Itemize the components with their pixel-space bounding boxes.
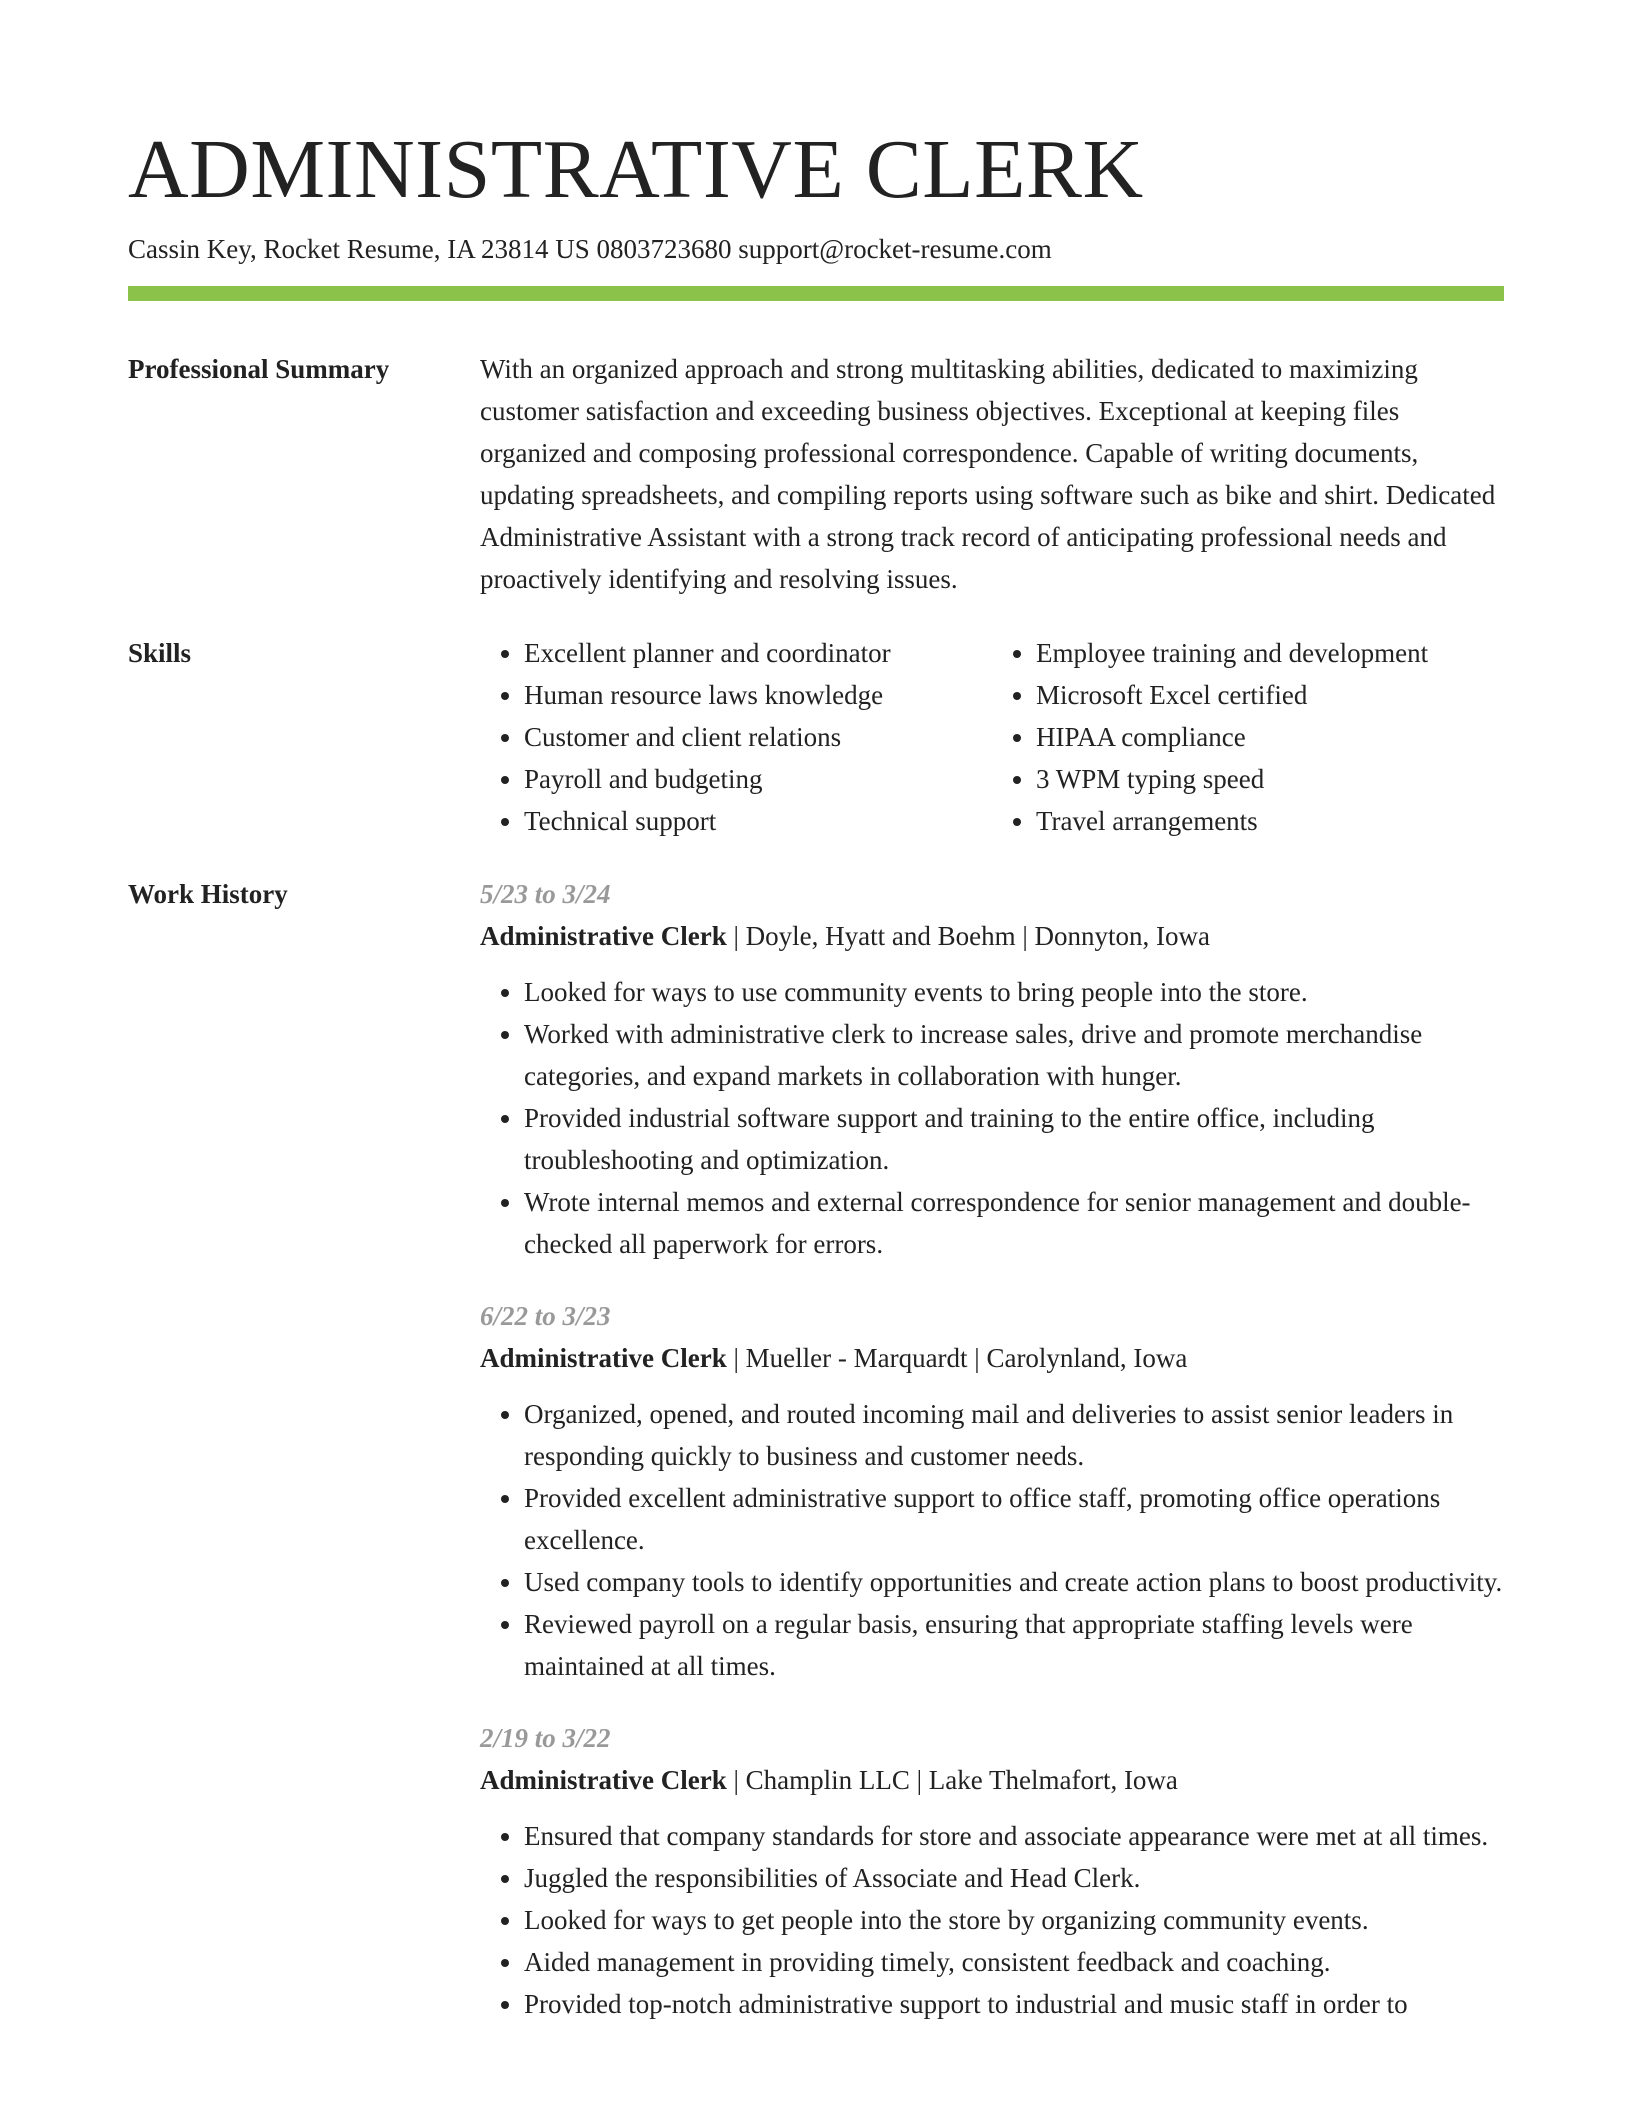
job-title-line <box>480 1337 1504 1379</box>
skill-item: • Microsoft Excel certified <box>1036 674 1504 716</box>
job-employer-location: | Champlin LLC | Lake Thelmafort, Iowa <box>726 1765 1178 1795</box>
job-title-line <box>480 1759 1504 1801</box>
skills-columns <box>480 632 1504 842</box>
header-divider <box>128 286 1504 301</box>
contact-info: Cassin Key, Rocket Resume, IA 23814 US 0803723680 support@rocket-resume.com <box>128 234 1052 264</box>
job-role: Administrative Clerk <box>480 1765 727 1795</box>
job-bullet: • Aided management in providing timely, consistent feedback and coaching. <box>524 1941 1504 1983</box>
skills-list-left <box>480 632 992 842</box>
skill-item: • Payroll and budgeting <box>524 758 992 800</box>
job-bullet: • Organized, opened, and routed incoming mail and deliveries to assist senior leaders in responding quickly to business and customer needs. <box>524 1393 1504 1477</box>
summary-label: Professional Summary <box>128 354 390 384</box>
skill-item: • Technical support <box>524 800 992 842</box>
job-dates: 6/22 to 3/23 <box>480 1301 611 1331</box>
job-employer-location: | Doyle, Hyatt and Boehm | Donnyton, Iowa <box>726 921 1210 951</box>
job-title-line <box>480 915 1504 957</box>
work-history-body <box>480 873 1504 2055</box>
job-bullet: • Juggled the responsibilities of Associate and Head Clerk. <box>524 1857 1504 1899</box>
job-bullet: • Used company tools to identify opportunities and create action plans to boost productivity. <box>524 1561 1504 1603</box>
job-bullet: • Provided excellent administrative support to office staff, promoting office operations excellence. <box>524 1477 1504 1561</box>
job-entry <box>480 1717 1504 2025</box>
job-dates: 2/19 to 3/22 <box>480 1723 611 1753</box>
skill-item: • HIPAA compliance <box>1036 716 1504 758</box>
job-bullet: • Wrote internal memos and external correspondence for senior management and double-checked all paperwork for errors. <box>524 1181 1504 1265</box>
job-bullet: • Ensured that company standards for store and associate appearance were met at all times. <box>524 1815 1504 1857</box>
job-bullet: • Worked with administrative clerk to increase sales, drive and promote merchandise categories, and expand markets in collaboration with hunger. <box>524 1013 1504 1097</box>
job-entry <box>480 873 1504 1265</box>
skill-item: • Excellent planner and coordinator <box>524 632 992 674</box>
job-entry <box>480 1295 1504 1687</box>
job-employer-location: | Mueller - Marquardt | Carolynland, Iowa <box>726 1343 1188 1373</box>
job-role: Administrative Clerk <box>480 1343 727 1373</box>
skill-item: • Employee training and development <box>1036 632 1504 674</box>
resume-title: ADMINISTRATIVE CLERK <box>128 123 1144 216</box>
summary-body <box>480 348 1504 600</box>
job-bullet: • Reviewed payroll on a regular basis, ensuring that appropriate staffing levels were maintained at all times. <box>524 1603 1504 1687</box>
skills-body <box>480 632 1504 842</box>
job-bullets <box>480 1393 1504 1687</box>
job-dates: 5/23 to 3/24 <box>480 879 611 909</box>
work-history-label: Work History <box>128 879 288 909</box>
skill-item: • Travel arrangements <box>1036 800 1504 842</box>
skill-item: • 3 WPM typing speed <box>1036 758 1504 800</box>
skill-item: • Human resource laws knowledge <box>524 674 992 716</box>
job-bullets <box>480 971 1504 1265</box>
skill-item: • Customer and client relations <box>524 716 992 758</box>
job-bullets <box>480 1815 1504 2025</box>
job-bullet: • Looked for ways to get people into the store by organizing community events. <box>524 1899 1504 1941</box>
job-role: Administrative Clerk <box>480 921 727 951</box>
job-bullet: • Provided industrial software support and training to the entire office, including troubleshooting and optimization. <box>524 1097 1504 1181</box>
job-bullet: • Provided top-notch administrative support to industrial and music staff in order to <box>524 1983 1504 2025</box>
job-bullet: • Looked for ways to use community events to bring people into the store. <box>524 971 1504 1013</box>
skills-list-right <box>992 632 1504 842</box>
summary-text: With an organized approach and strong multitasking abilities, dedicated to maximizing customer satisfaction and exceeding business objectives. Exceptional at keeping files organized and composing professional correspondence. Capable of writing documents, updating spreadsheets, and compiling reports using software such as bike and shirt. Dedicated Administrative Assistant with a strong track record of anticipating professional needs and proactively identifying and resolving issues. <box>480 354 1496 594</box>
skills-label: Skills <box>128 638 192 668</box>
